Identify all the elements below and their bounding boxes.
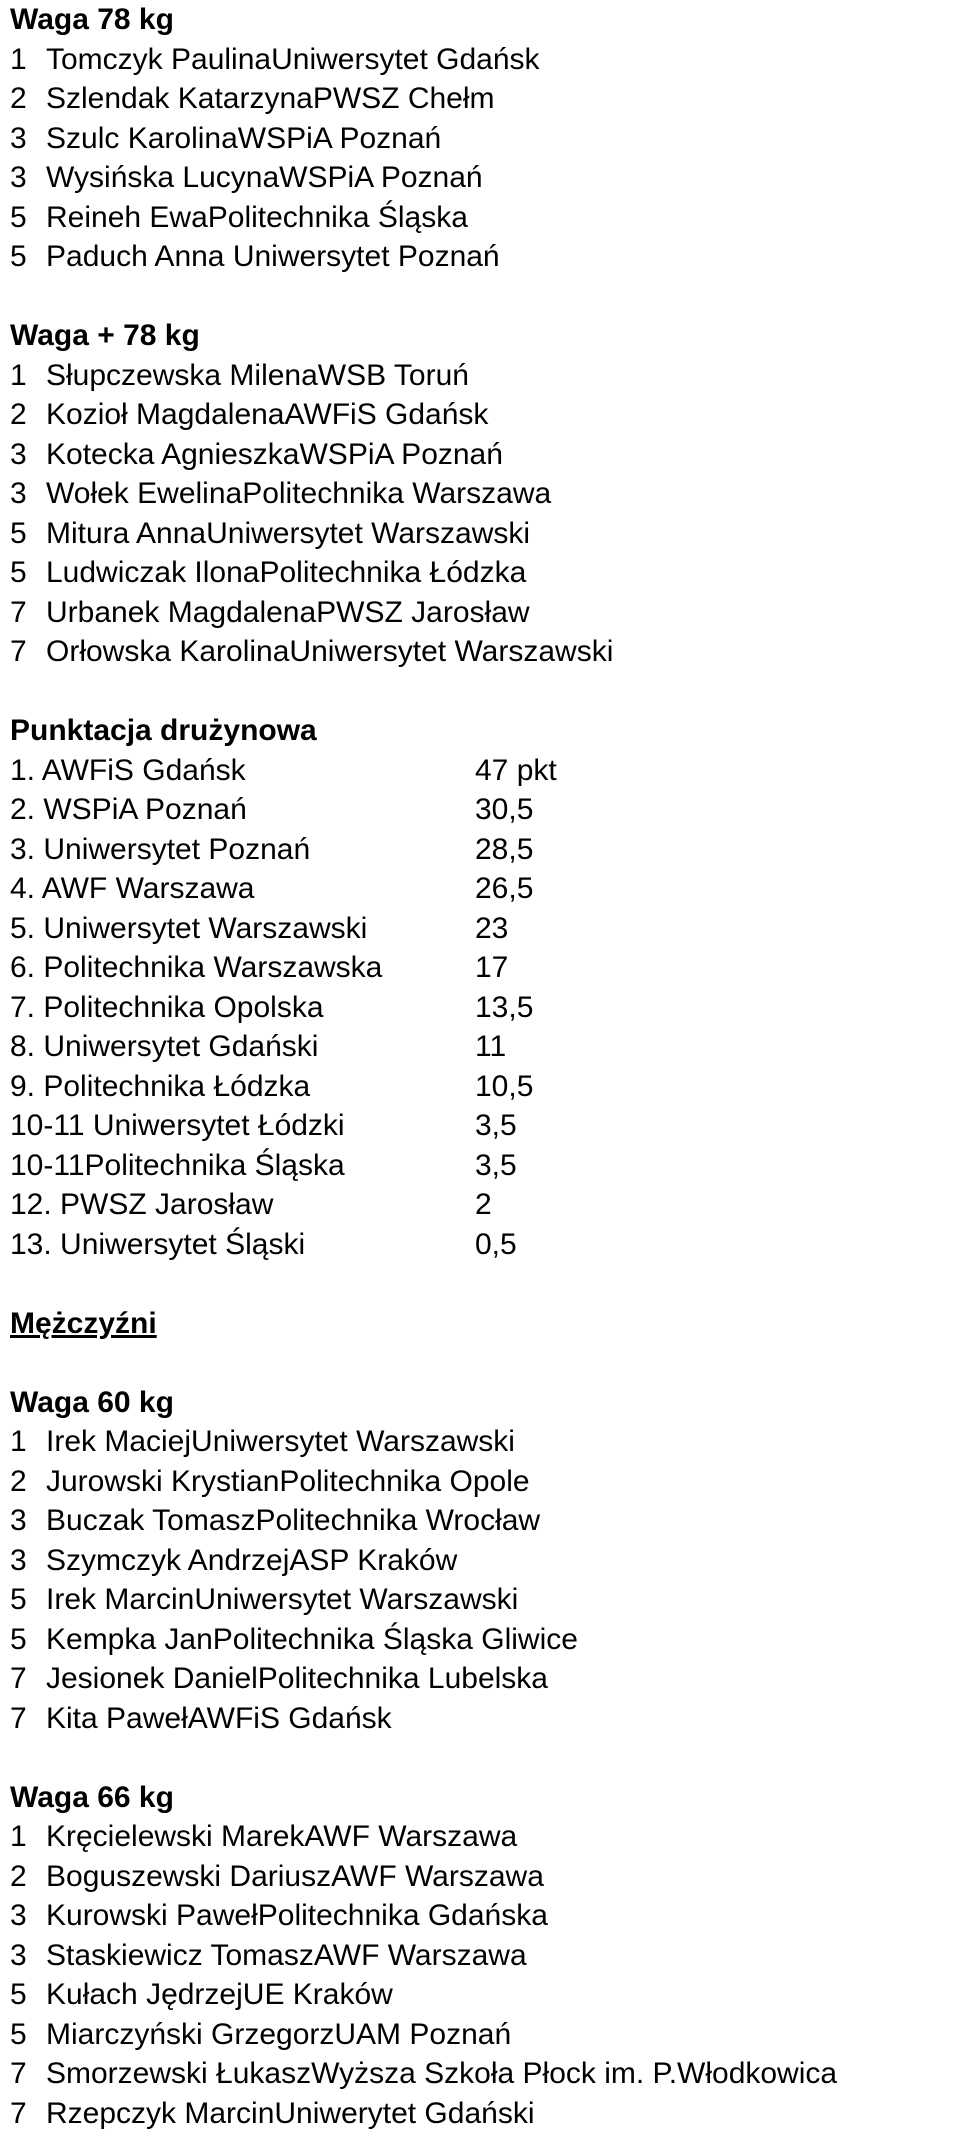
place: 3 — [10, 1504, 27, 1537]
result-row — [10, 1975, 950, 2015]
result-row — [10, 198, 950, 238]
competitor-entry: Jurowski KrystianPolitechnika Opole — [46, 1464, 530, 1498]
team-row — [10, 1027, 950, 1067]
team-row — [10, 1185, 950, 1225]
competitor-entry: Urbanek MagdalenaPWSZ Jarosław — [46, 595, 530, 629]
competitor-entry: Jesionek DanielPolitechnika Lubelska — [46, 1662, 548, 1695]
result-row — [10, 356, 950, 396]
spacer — [10, 1264, 950, 1304]
spacer — [10, 1738, 950, 1778]
place: 3 — [10, 121, 27, 155]
result-row — [10, 2054, 950, 2094]
result-row — [10, 1936, 950, 1976]
competitor-entry: Irek MaciejUniwersytet Warszawski — [46, 1425, 515, 1458]
team-row — [10, 869, 950, 909]
team-rank-name: 4. AWF Warszawa — [10, 872, 255, 905]
result-row — [10, 1462, 950, 1502]
results-document — [10, 0, 950, 2133]
competitor-entry: Kułach JędrzejUE Kraków — [46, 1978, 393, 2011]
competitor-entry: Buczak TomaszPolitechnika Wrocław — [46, 1504, 541, 1537]
competitor-entry: Kozioł MagdalenaAWFiS Gdańsk — [46, 398, 489, 431]
result-row — [10, 1857, 950, 1897]
result-row — [10, 435, 950, 475]
place: 1 — [10, 42, 27, 76]
team-points: 3,5 — [475, 1148, 517, 1182]
team-row — [10, 1225, 950, 1265]
competitor-entry: Tomczyk PaulinaUniwersytet Gdańsk — [46, 42, 540, 76]
section-title: Waga 66 kg — [10, 1780, 174, 1814]
competitor-entry: Orłowska KarolinaUniwersytet Warszawski — [46, 635, 614, 668]
place: 3 — [10, 1938, 27, 1972]
result-row — [10, 40, 950, 80]
place: 7 — [10, 1662, 27, 1695]
result-row — [10, 474, 950, 514]
place: 2 — [10, 1859, 27, 1893]
team-points: 10,5 — [475, 1069, 534, 1103]
section-title: Punktacja drużynowa — [10, 714, 317, 747]
result-row — [10, 1659, 950, 1699]
spacer — [10, 1343, 950, 1383]
result-row — [10, 632, 950, 672]
competitor-entry: Słupczewska MilenaWSB Toruń — [46, 358, 469, 392]
result-row — [10, 2015, 950, 2055]
place: 5 — [10, 2017, 27, 2051]
team-rank-name: 7. Politechnika Opolska — [10, 990, 324, 1024]
competitor-entry: Rzepczyk MarcinUniwerytet Gdański — [46, 2096, 535, 2130]
team-points: 30,5 — [475, 793, 534, 826]
place: 2 — [10, 82, 27, 115]
result-row — [10, 119, 950, 159]
result-row — [10, 79, 950, 119]
team-row — [10, 909, 950, 949]
section-title: Waga + 78 kg — [10, 319, 200, 352]
team-points: 3,5 — [475, 1109, 517, 1142]
result-row — [10, 158, 950, 198]
team-rank-name: 10-11Politechnika Śląska — [10, 1148, 345, 1182]
competitor-entry: Kurowski PawełPolitechnika Gdańska — [46, 1899, 548, 1932]
competitor-entry: Ludwiczak IlonaPolitechnika Łódzka — [46, 556, 527, 589]
place: 7 — [10, 2057, 27, 2090]
competitor-entry: Boguszewski DariuszAWF Warszawa — [46, 1859, 544, 1893]
section-women-78kg — [10, 0, 950, 277]
competitor-entry: Wysińska LucynaWSPiA Poznań — [46, 161, 483, 194]
result-row — [10, 1896, 950, 1936]
result-row — [10, 1699, 950, 1739]
team-rank-name: 8. Uniwersytet Gdański — [10, 1030, 319, 1063]
place: 5 — [10, 1978, 27, 2011]
team-rank-name: 1. AWFiS Gdańsk — [10, 753, 246, 787]
place: 5 — [10, 1583, 27, 1616]
result-row — [10, 1501, 950, 1541]
place: 3 — [10, 1899, 27, 1932]
place: 2 — [10, 398, 27, 431]
competitor-entry: Paduch Anna Uniwersytet Poznań — [46, 240, 500, 273]
place: 5 — [10, 556, 27, 589]
result-row — [10, 1817, 950, 1857]
team-points: 26,5 — [475, 872, 534, 905]
spacer — [10, 277, 950, 317]
competitor-entry: Mitura AnnaUniwersytet Warszawski — [46, 516, 531, 550]
team-row — [10, 1146, 950, 1186]
result-row — [10, 1541, 950, 1581]
section-men-66kg — [10, 1778, 950, 2134]
competitor-entry: Smorzewski ŁukaszWyższa Szkoła Płock im. P.Włodkowica — [46, 2057, 838, 2090]
team-points: 28,5 — [475, 832, 534, 866]
team-rank-name: 12. PWSZ Jarosław — [10, 1188, 274, 1221]
team-rank-name: 6. Politechnika Warszawska — [10, 951, 383, 984]
team-row — [10, 1067, 950, 1107]
place: 5 — [10, 200, 27, 234]
place: 3 — [10, 161, 27, 194]
team-row — [10, 751, 950, 791]
section-title: Waga 78 kg — [10, 3, 174, 36]
result-row — [10, 237, 950, 277]
team-row — [10, 948, 950, 988]
competitor-entry: Reineh EwaPolitechnika Śląska — [46, 200, 468, 234]
place: 1 — [10, 1425, 27, 1458]
competitor-entry: Kręcielewski MarekAWF Warszawa — [46, 1820, 518, 1853]
competitor-entry: Kita PawełAWFiS Gdańsk — [46, 1701, 392, 1735]
team-rank-name: 3. Uniwersytet Poznań — [10, 832, 311, 866]
place: 7 — [10, 2096, 27, 2130]
section-team-standings — [10, 711, 950, 1264]
section-men-60kg — [10, 1383, 950, 1739]
team-rank-name: 10-11 Uniwersytet Łódzki — [10, 1109, 345, 1142]
place: 3 — [10, 477, 27, 510]
result-row — [10, 1620, 950, 1660]
spacer — [10, 672, 950, 712]
section-women-78plus — [10, 316, 950, 672]
competitor-entry: Szlendak KatarzynaPWSZ Chełm — [46, 82, 495, 115]
result-row — [10, 2094, 950, 2134]
team-points: 2 — [475, 1188, 492, 1221]
team-rank-name: 2. WSPiA Poznań — [10, 793, 247, 826]
competitor-entry: Szulc KarolinaWSPiA Poznań — [46, 121, 442, 155]
result-row — [10, 593, 950, 633]
result-row — [10, 553, 950, 593]
team-rank-name: 5. Uniwersytet Warszawski — [10, 911, 368, 945]
place: 3 — [10, 437, 27, 471]
team-row — [10, 1106, 950, 1146]
place: 1 — [10, 1820, 27, 1853]
competitor-entry: Kempka JanPolitechnika Śląska Gliwice — [46, 1622, 578, 1656]
competitor-entry: Miarczyński GrzegorzUAM Poznań — [46, 2017, 512, 2051]
place: 5 — [10, 1622, 27, 1656]
competitor-entry: Staskiewicz TomaszAWF Warszawa — [46, 1938, 527, 1972]
team-points: 47 pkt — [475, 753, 557, 787]
team-points: 17 — [475, 951, 509, 984]
result-row — [10, 1422, 950, 1462]
place: 3 — [10, 1543, 27, 1577]
result-row — [10, 1580, 950, 1620]
team-points: 0,5 — [475, 1227, 517, 1261]
competitor-entry: Szymczyk AndrzejASP Kraków — [46, 1543, 458, 1577]
team-row — [10, 830, 950, 870]
team-row — [10, 790, 950, 830]
team-points: 23 — [475, 911, 509, 945]
place: 7 — [10, 595, 27, 629]
men-heading: Mężczyźni — [10, 1306, 157, 1340]
place: 5 — [10, 516, 27, 550]
place: 1 — [10, 358, 27, 392]
result-row — [10, 395, 950, 435]
competitor-entry: Irek MarcinUniwersytet Warszawski — [46, 1583, 519, 1616]
place: 2 — [10, 1464, 27, 1498]
team-rank-name: 9. Politechnika Łódzka — [10, 1069, 311, 1103]
result-row — [10, 514, 950, 554]
competitor-entry: Kotecka AgnieszkaWSPiA Poznań — [46, 437, 503, 471]
team-rank-name: 13. Uniwersytet Śląski — [10, 1227, 306, 1261]
team-row — [10, 988, 950, 1028]
place: 7 — [10, 635, 27, 668]
team-points: 13,5 — [475, 990, 534, 1024]
place: 7 — [10, 1701, 27, 1735]
team-points: 11 — [475, 1030, 507, 1063]
competitor-entry: Wołek EwelinaPolitechnika Warszawa — [46, 477, 552, 510]
section-title: Waga 60 kg — [10, 1385, 174, 1419]
place: 5 — [10, 240, 27, 273]
